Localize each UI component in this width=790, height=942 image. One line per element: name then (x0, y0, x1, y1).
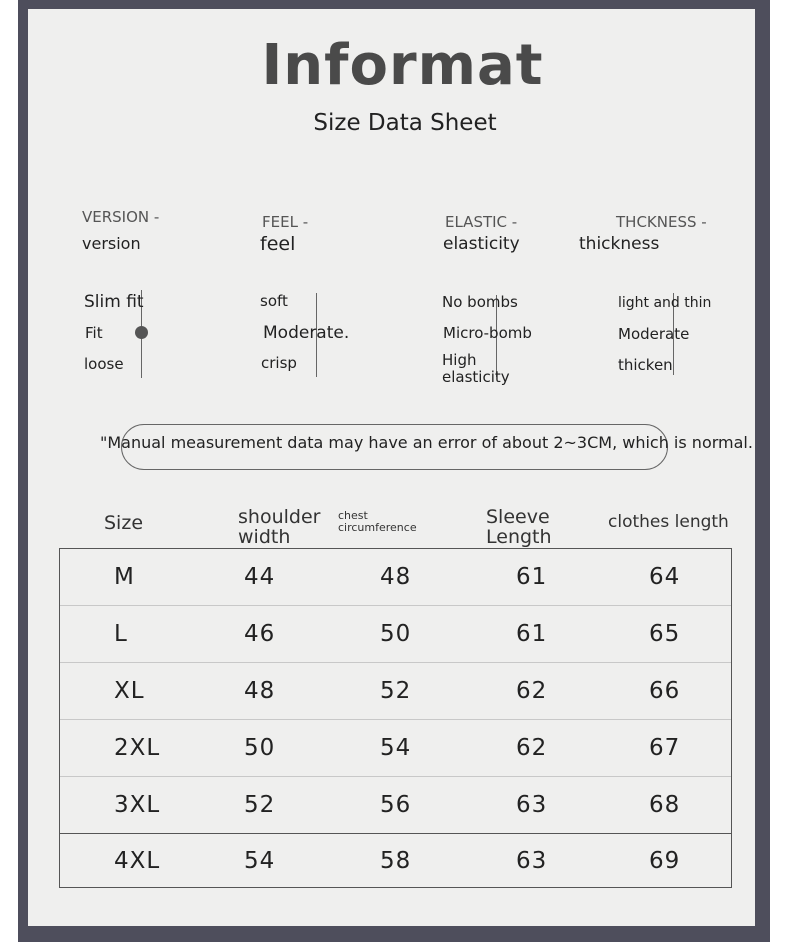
table-row (60, 606, 731, 663)
cell-size: 3XL (114, 792, 161, 818)
header-chest-line1: chest (338, 509, 368, 522)
cell-chest: 48 (380, 564, 412, 590)
table-row (60, 777, 731, 834)
header-size: Size (104, 512, 144, 534)
cell-shoulder: 46 (244, 621, 276, 647)
thickness-heading: THCKNESS - (616, 213, 707, 231)
cell-chest: 52 (380, 678, 412, 704)
elastic-subheading: elasticity (443, 234, 520, 254)
cell-size: XL (114, 678, 145, 704)
cell-sleeve: 62 (516, 735, 548, 761)
cell-length: 64 (649, 564, 681, 590)
header-chest-line2: circumference (338, 521, 417, 534)
version-subheading: version (82, 234, 141, 253)
header-shoulder-line2: width (238, 526, 291, 548)
cell-sleeve: 62 (516, 678, 548, 704)
table-row (60, 549, 731, 606)
cell-length: 66 (649, 678, 681, 704)
page-title: Informat (261, 33, 544, 98)
elastic-heading: ELASTIC - (445, 213, 518, 231)
thickness-option-light-and-thin: light and thin (618, 295, 712, 311)
cell-shoulder: 54 (244, 847, 276, 874)
cell-shoulder: 48 (244, 678, 276, 704)
feel-option-moderate: Moderate. (263, 323, 350, 343)
version-heading: VERSION - (82, 208, 160, 226)
elastic-option-elasticity: elasticity (442, 368, 510, 386)
cell-sleeve: 63 (516, 792, 548, 818)
header-clothes-length: clothes length (608, 512, 729, 532)
feel-subheading: feel (260, 233, 296, 255)
elastic-option-micro-bomb: Micro-bomb (443, 324, 532, 342)
cell-length: 67 (649, 735, 681, 761)
thickness-option-thicken: thicken (618, 356, 673, 374)
version-option-slim-fit: Slim fit (84, 292, 144, 312)
version-option-loose: loose (84, 355, 124, 373)
table-row (60, 663, 731, 720)
feel-option-soft: soft (260, 292, 288, 310)
cell-chest: 56 (380, 792, 412, 818)
thickness-subheading: thickness (579, 234, 660, 254)
cell-sleeve: 63 (516, 847, 548, 874)
cell-sleeve: 61 (516, 621, 548, 647)
cell-size: M (114, 564, 135, 590)
thickness-option-moderate: Moderate (618, 325, 690, 343)
cell-length: 69 (649, 847, 681, 874)
cell-shoulder: 52 (244, 792, 276, 818)
elastic-option-high: High (442, 351, 477, 369)
table-row (60, 834, 731, 887)
feel-option-crisp: crisp (261, 354, 297, 372)
cell-size: 2XL (114, 735, 161, 761)
cell-chest: 58 (380, 847, 412, 874)
feel-heading: FEEL - (262, 213, 309, 231)
cell-chest: 54 (380, 735, 412, 761)
cell-size: L (114, 621, 128, 647)
cell-sleeve: 61 (516, 564, 548, 590)
version-selected-dot (135, 326, 148, 339)
header-sleeve-line1: Sleeve (486, 506, 550, 528)
header-shoulder-line1: shoulder (238, 506, 321, 528)
page-subtitle: Size Data Sheet (313, 110, 497, 136)
cell-length: 68 (649, 792, 681, 818)
cell-shoulder: 44 (244, 564, 276, 590)
header-sleeve-line2: Length (486, 526, 552, 548)
cell-size: 4XL (114, 847, 161, 874)
cell-shoulder: 50 (244, 735, 276, 761)
table-row (60, 720, 731, 777)
cell-chest: 50 (380, 621, 412, 647)
version-option-fit: Fit (85, 324, 103, 342)
size-table (59, 548, 732, 888)
cell-length: 65 (649, 621, 681, 647)
measurement-note: "Manual measurement data may have an error of about 2~3CM, which is normal. (100, 433, 753, 452)
elastic-option-no-bombs: No bombs (442, 293, 518, 311)
